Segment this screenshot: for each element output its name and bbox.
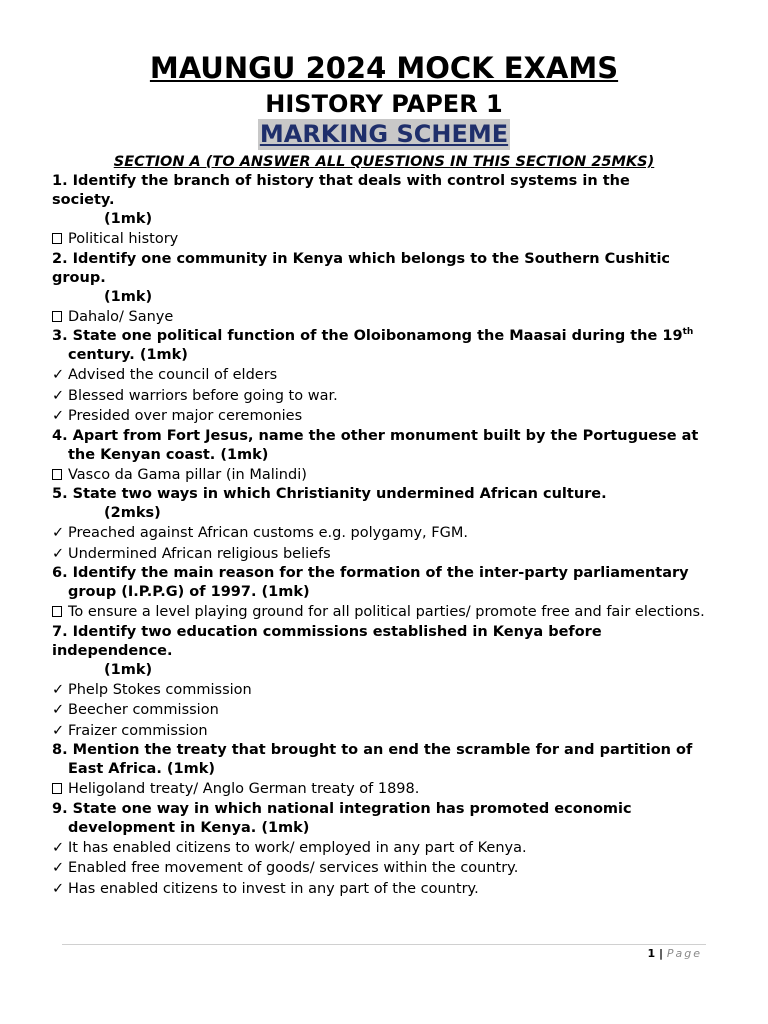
answer-item: ✓ Phelp Stokes commission	[52, 680, 708, 701]
marking-scheme-wrap	[0, 119, 768, 150]
question-7	[52, 623, 708, 742]
box-bullet-icon	[52, 469, 62, 480]
box-bullet-icon	[52, 783, 62, 794]
question-marks: (1mk)	[104, 661, 153, 678]
check-icon: ✓	[52, 722, 65, 739]
answer-item: ✓ Has enabled citizens to invest in any part of the country.	[52, 879, 708, 900]
question-5	[52, 485, 708, 564]
exam-title: MAUNGU 2024 MOCK EXAMS	[149, 51, 619, 85]
answer-item: ✓ Preached against African customs e.g. polygamy, FGM.	[52, 523, 708, 544]
question-text-cont: group.	[52, 269, 106, 286]
answer-item: ✓ Advised the council of elders	[52, 365, 708, 386]
question-marks: (2mks)	[104, 505, 161, 521]
question-3	[52, 327, 708, 427]
check-icon: ✓	[52, 367, 65, 383]
question-6	[52, 564, 708, 623]
question-9	[52, 800, 708, 900]
answer-item: ✓ Beecher commission	[52, 700, 708, 721]
check-icon: ✓	[52, 545, 65, 562]
check-icon: ✓	[52, 681, 65, 698]
question-text: 5. State two ways in which Christianity undermined African culture.	[52, 486, 607, 502]
page-separator: |	[655, 947, 667, 960]
marking-scheme-title: MARKING SCHEME	[259, 120, 509, 148]
check-icon: ✓	[52, 880, 65, 897]
question-1	[52, 172, 708, 250]
question-text: 4. Apart from Fort Jesus, name the other monument built by the Portuguese at the Kenyan coast. (1mk)	[52, 427, 699, 463]
question-text: 3. State one political function of the Oloibonamong the Maasai during the 19th century. (1mk)	[52, 327, 694, 363]
question-text: 6. Identify the main reason for the formation of the inter-party parliamentary group (I.P.P.G) of 1997. (1mk)	[52, 565, 689, 600]
box-bullet-icon	[52, 311, 62, 322]
answer-item: ✓ Undermined African religious beliefs	[52, 544, 708, 565]
question-text-cont: society.	[52, 192, 115, 208]
question-text: 9. State one way in which national integration has promoted economic development in Kenya. (1mk)	[52, 800, 632, 836]
page-footer	[648, 947, 702, 961]
answer-item: ✓ Enabled free movement of goods/ services within the country.	[52, 858, 708, 879]
question-8	[52, 741, 708, 800]
question-text-cont: independence.	[52, 642, 173, 659]
box-bullet-icon	[52, 606, 62, 617]
question-2	[52, 250, 708, 328]
check-icon: ✓	[52, 839, 65, 856]
answer-item: ✓ It has enabled citizens to work/ employed in any part of Kenya.	[52, 838, 708, 859]
answer-item: ✓ Blessed warriors before going to war.	[52, 386, 708, 407]
check-icon: ✓	[52, 408, 65, 424]
footer-divider	[62, 944, 706, 945]
answer-item: To ensure a level playing ground for all political parties/ promote free and fair elections.	[52, 602, 708, 623]
question-text: 7. Identify two education commissions established in Kenya before	[52, 623, 602, 640]
page-label: Page	[666, 947, 702, 960]
answer-item: Dahalo/ Sanye	[52, 307, 708, 328]
question-marks: (1mk)	[104, 211, 153, 227]
page-number: 1	[647, 947, 656, 960]
question-marks: (1mk)	[104, 288, 153, 305]
answer-item: ✓ Fraizer commission	[52, 721, 708, 742]
question-4	[52, 427, 708, 486]
questions-list	[52, 172, 708, 899]
box-bullet-icon	[52, 233, 62, 244]
paper-title: HISTORY PAPER 1	[265, 90, 503, 118]
check-icon: ✓	[52, 860, 65, 876]
check-icon: ✓	[52, 387, 65, 404]
question-text: 2. Identify one community in Kenya which belongs to the Southern Cushitic	[52, 250, 671, 267]
question-text: 8. Mention the treaty that brought to an end the scramble for and partition of East Africa. (1mk)	[52, 742, 693, 777]
question-text: 1. Identify the branch of history that deals with control systems in the	[52, 173, 630, 189]
section-heading: SECTION A (TO ANSWER ALL QUESTIONS IN THIS SECTION 25MKS)	[113, 154, 655, 170]
answer-item: Heligoland treaty/ Anglo German treaty of 1898.	[52, 779, 708, 800]
answer-item: Political history	[52, 229, 708, 250]
answer-item: ✓ Presided over major ceremonies	[52, 406, 708, 427]
check-icon: ✓	[52, 702, 65, 718]
check-icon: ✓	[52, 525, 65, 541]
answer-item: Vasco da Gama pillar (in Malindi)	[52, 465, 708, 486]
